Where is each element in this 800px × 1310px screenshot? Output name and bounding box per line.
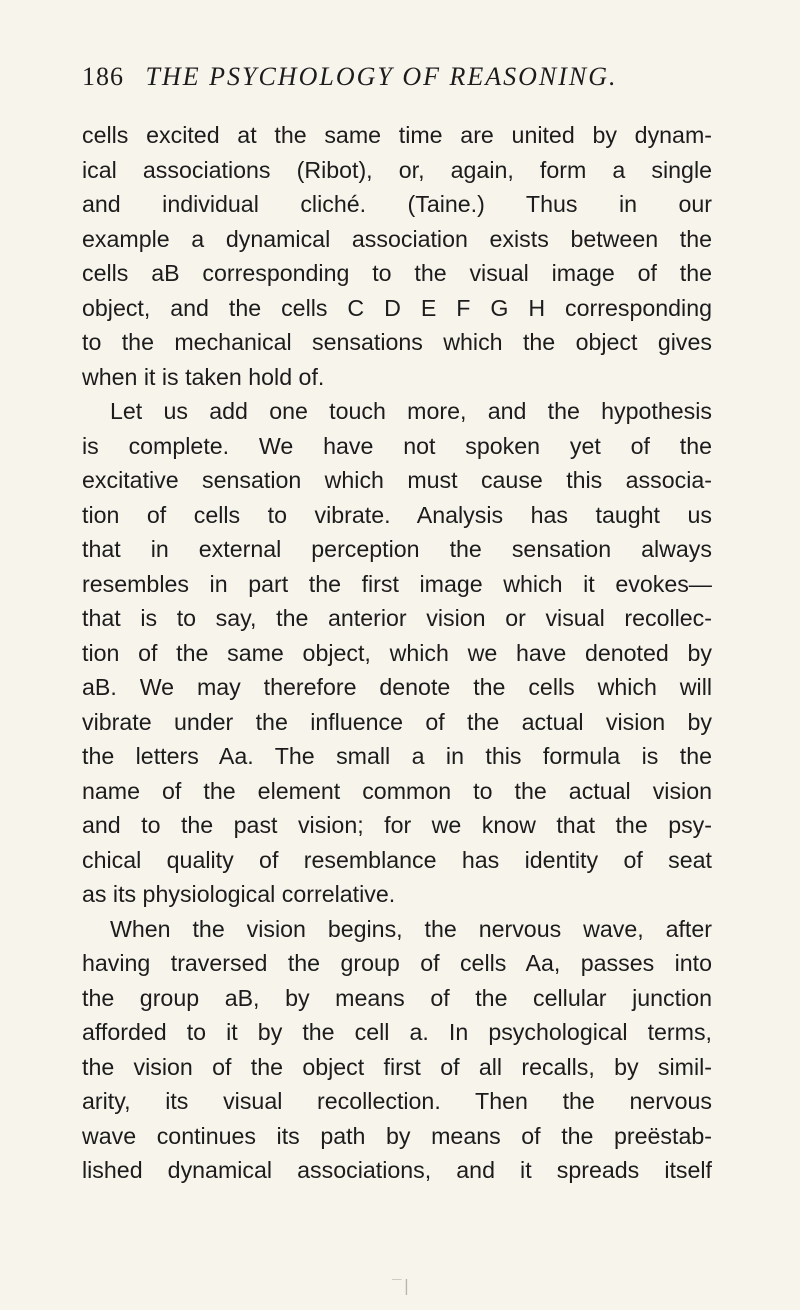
text-line: ical associations (Ribot), or, again, form a single [82, 156, 712, 183]
text-line: wave continues its path by means of the preëstab- [82, 1122, 712, 1149]
running-head [82, 62, 702, 92]
text-line: tion of cells to vibrate. Analysis has taught us [82, 501, 712, 528]
text-line: name of the element common to the actual vision [82, 777, 712, 804]
text-line: object, and the cells C D E F G H corresponding [82, 294, 712, 321]
text-line: cells aB corresponding to the visual image of the [82, 260, 712, 286]
text-line: Let us add one touch more, and the hypothesis [110, 398, 712, 424]
page-number: 186 [82, 62, 124, 91]
text-line: to the mechanical sensations which the object gives [82, 329, 712, 355]
text-line: arity, its visual recollection. Then the nervous [82, 1088, 712, 1114]
text-line: that in external perception the sensation always [82, 536, 712, 562]
page-footer-mark: ‾| [392, 1276, 412, 1295]
text-line: tion of the same object, which we have denoted by [82, 639, 712, 666]
text-line: and to the past vision; for we know that the psy- [82, 812, 712, 838]
text-line: is complete. We have not spoken yet of the [82, 432, 712, 459]
text-line: the letters Aa. The small a in this formula is the [82, 743, 712, 769]
text-line: cells excited at the same time are united by dynam- [82, 122, 712, 148]
text-line: the group aB, by means of the cellular junction [82, 984, 712, 1011]
running-title: THE PSYCHOLOGY OF REASONING. [145, 62, 618, 91]
text-line: and individual cliché. (Taine.) Thus in our [82, 191, 712, 217]
text-line: having traversed the group of cells Aa, passes into [82, 950, 712, 976]
text-line: when it is taken hold of. [82, 363, 325, 390]
text-line: the vision of the object first of all recalls, by simil- [82, 1053, 712, 1080]
text-line: as its physiological correlative. [82, 881, 396, 907]
text-line: aB. We may therefore denote the cells which will [82, 674, 712, 700]
text-line: afforded to it by the cell a. In psychological terms, [82, 1019, 712, 1045]
text-line: example a dynamical association exists between the [82, 225, 712, 252]
text-line: vibrate under the influence of the actual vision by [82, 708, 712, 735]
text-line: excitative sensation which must cause this associa- [82, 467, 712, 493]
text-line: that is to say, the anterior vision or visual recollec- [82, 605, 712, 631]
text-line: lished dynamical associations, and it spreads itself [82, 1157, 712, 1183]
text-line: When the vision begins, the nervous wave, after [110, 915, 712, 942]
text-line: chical quality of resemblance has identity of seat [82, 846, 712, 873]
body-text [82, 118, 712, 1188]
text-line: resembles in part the first image which it evokes— [82, 570, 712, 597]
